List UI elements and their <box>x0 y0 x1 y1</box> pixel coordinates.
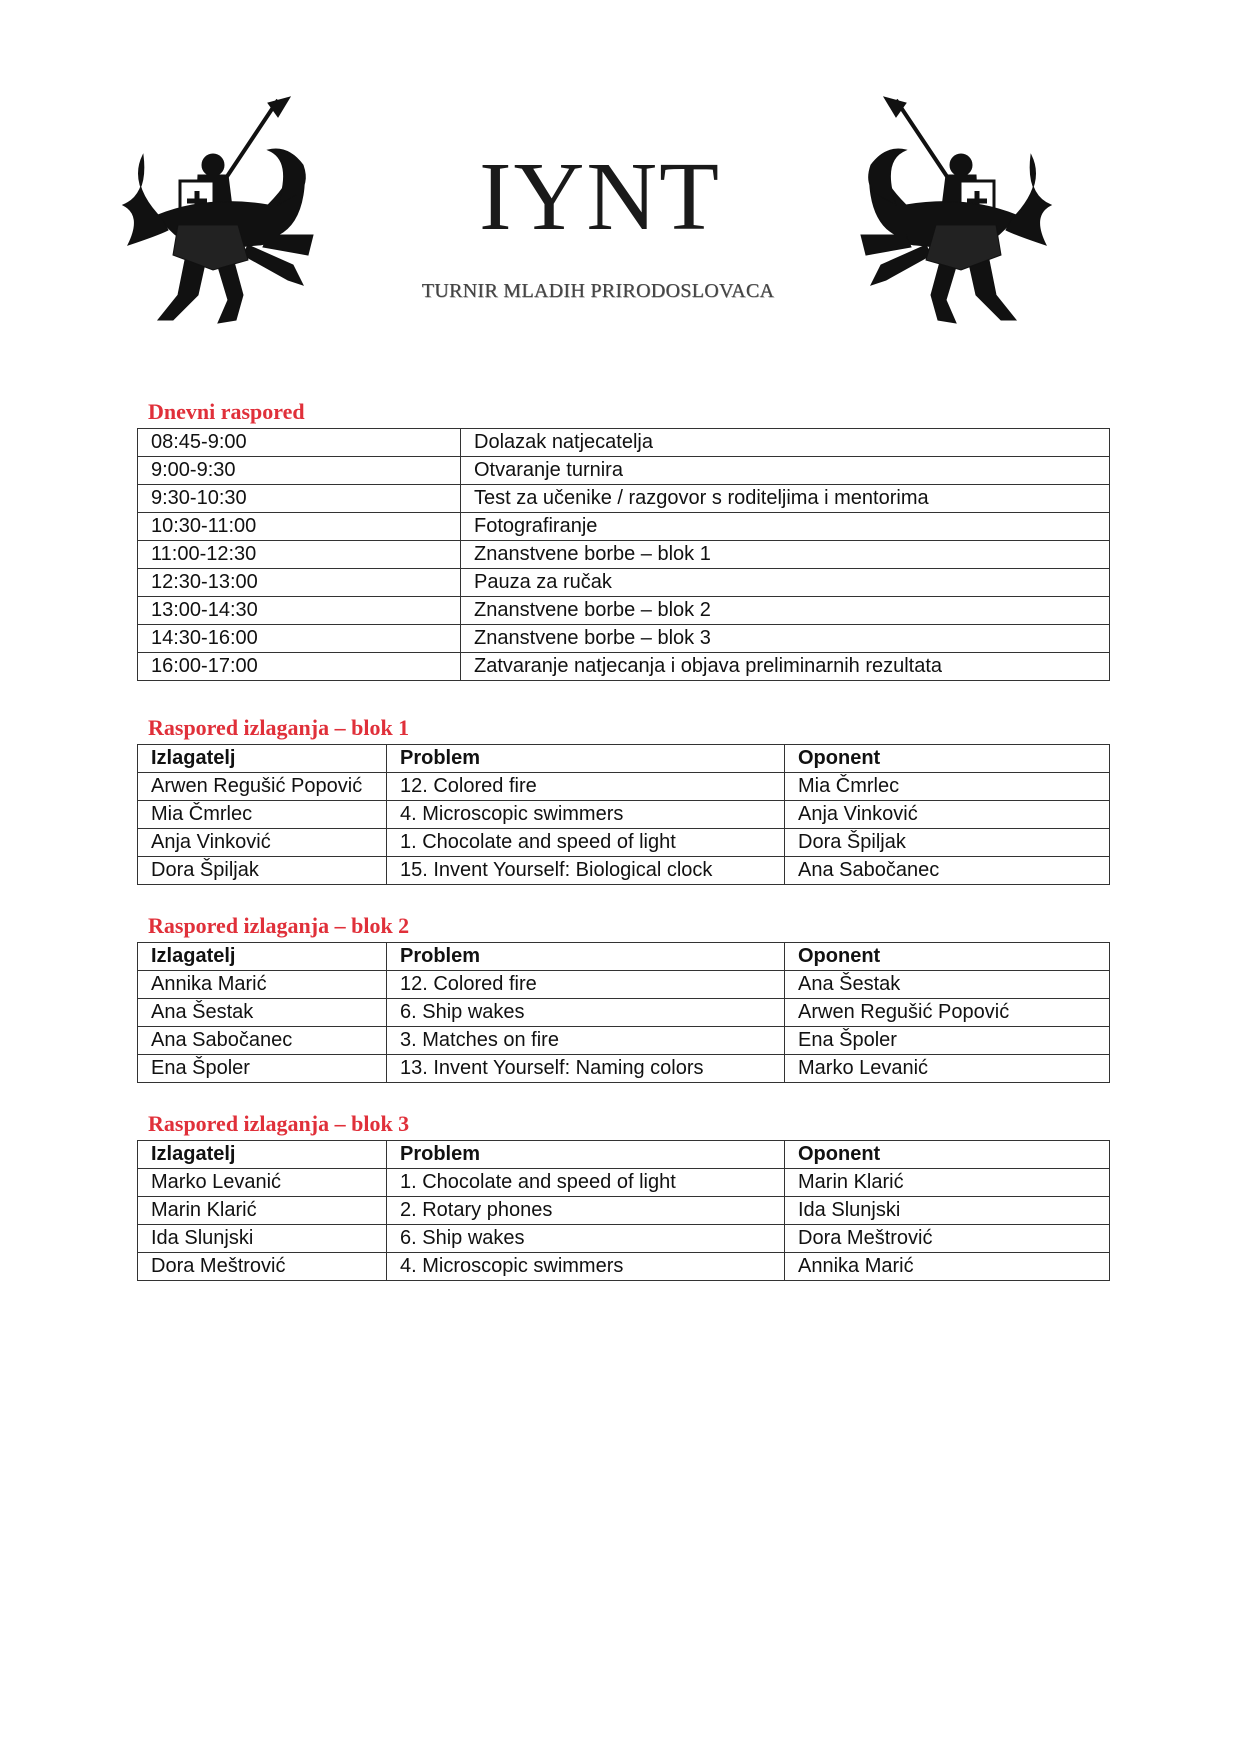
table-row <box>138 1225 1110 1253</box>
presenter-header: Izlagatelj <box>138 943 387 971</box>
time-cell: 11:00-12:30 <box>138 541 461 569</box>
opponent-cell: Anja Vinković <box>785 801 1110 829</box>
table-row <box>138 429 1110 457</box>
presenter-header: Izlagatelj <box>138 745 387 773</box>
opponent-header: Oponent <box>785 745 1110 773</box>
opponent-cell: Mia Čmrlec <box>785 773 1110 801</box>
table-header-row <box>138 1141 1110 1169</box>
opponent-cell: Dora Meštrović <box>785 1225 1110 1253</box>
presenter-cell: Ena Špoler <box>138 1055 387 1083</box>
activity-cell: Otvaranje turnira <box>461 457 1110 485</box>
problem-header: Problem <box>387 745 785 773</box>
presenter-cell: Arwen Regušić Popović <box>138 773 387 801</box>
problem-cell: 3. Matches on fire <box>387 1027 785 1055</box>
presenter-cell: Ana Sabočanec <box>138 1027 387 1055</box>
table-row <box>138 1169 1110 1197</box>
table-row <box>138 457 1110 485</box>
table-row <box>138 597 1110 625</box>
activity-cell: Znanstvene borbe – blok 3 <box>461 625 1110 653</box>
table-row <box>138 1197 1110 1225</box>
problem-cell: 1. Chocolate and speed of light <box>387 1169 785 1197</box>
table-row <box>138 773 1110 801</box>
block-3-title: Raspored izlaganja – blok 3 <box>148 1111 410 1136</box>
block-3-table <box>137 1140 1110 1281</box>
problem-cell: 2. Rotary phones <box>387 1197 785 1225</box>
presenter-cell: Marko Levanić <box>138 1169 387 1197</box>
table-row <box>138 541 1110 569</box>
block-1-table <box>137 744 1110 885</box>
table-row <box>138 1027 1110 1055</box>
table-row <box>138 653 1110 681</box>
opponent-cell: Ana Šestak <box>785 971 1110 999</box>
presenter-cell: Mia Čmrlec <box>138 801 387 829</box>
problem-cell: 15. Invent Yourself: Biological clock <box>387 857 785 885</box>
block-2-table <box>137 942 1110 1083</box>
time-cell: 9:30-10:30 <box>138 485 461 513</box>
table-row <box>138 829 1110 857</box>
problem-cell: 6. Ship wakes <box>387 999 785 1027</box>
opponent-cell: Marin Klarić <box>785 1169 1110 1197</box>
opponent-cell: Annika Marić <box>785 1253 1110 1281</box>
block-2-title: Raspored izlaganja – blok 2 <box>148 913 410 938</box>
problem-header: Problem <box>387 943 785 971</box>
table-row <box>138 1253 1110 1281</box>
problem-cell: 4. Microscopic swimmers <box>387 801 785 829</box>
time-cell: 12:30-13:00 <box>138 569 461 597</box>
problem-cell: 1. Chocolate and speed of light <box>387 829 785 857</box>
activity-cell: Znanstvene borbe – blok 1 <box>461 541 1110 569</box>
opponent-header: Oponent <box>785 943 1110 971</box>
logo-title: IYNT <box>478 143 722 251</box>
table-row <box>138 513 1110 541</box>
knight-on-horse-icon <box>118 95 318 325</box>
activity-cell: Znanstvene borbe – blok 2 <box>461 597 1110 625</box>
opponent-cell: Marko Levanić <box>785 1055 1110 1083</box>
table-header-row <box>138 745 1110 773</box>
time-cell: 13:00-14:30 <box>138 597 461 625</box>
table-row <box>138 625 1110 653</box>
presenter-cell: Dora Meštrović <box>138 1253 387 1281</box>
opponent-cell: Ana Sabočanec <box>785 857 1110 885</box>
table-row <box>138 999 1110 1027</box>
presenter-cell: Anja Vinković <box>138 829 387 857</box>
problem-cell: 6. Ship wakes <box>387 1225 785 1253</box>
problem-cell: 12. Colored fire <box>387 971 785 999</box>
activity-cell: Dolazak natjecatelja <box>461 429 1110 457</box>
presenter-cell: Ida Slunjski <box>138 1225 387 1253</box>
daily-schedule-title: Dnevni raspored <box>148 399 305 424</box>
opponent-cell: Ida Slunjski <box>785 1197 1110 1225</box>
table-row <box>138 971 1110 999</box>
problem-header: Problem <box>387 1141 785 1169</box>
table-row <box>138 801 1110 829</box>
time-cell: 16:00-17:00 <box>138 653 461 681</box>
presenter-header: Izlagatelj <box>138 1141 387 1169</box>
document-header <box>0 0 1242 340</box>
table-row <box>138 857 1110 885</box>
time-cell: 08:45-9:00 <box>138 429 461 457</box>
table-row <box>138 485 1110 513</box>
activity-cell: Test za učenike / razgovor s roditeljima i mentorima <box>461 485 1110 513</box>
table-header-row <box>138 943 1110 971</box>
block-1-title: Raspored izlaganja – blok 1 <box>148 715 410 740</box>
time-cell: 9:00-9:30 <box>138 457 461 485</box>
activity-cell: Zatvaranje natjecanja i objava preliminarnih rezultata <box>461 653 1110 681</box>
time-cell: 14:30-16:00 <box>138 625 461 653</box>
logo-subtitle: TURNIR MLADIH PRIRODOSLOVACA <box>421 280 775 302</box>
opponent-header: Oponent <box>785 1141 1110 1169</box>
table-row <box>138 1055 1110 1083</box>
presenter-cell: Marin Klarić <box>138 1197 387 1225</box>
problem-cell: 12. Colored fire <box>387 773 785 801</box>
activity-cell: Pauza za ručak <box>461 569 1110 597</box>
opponent-cell: Ena Špoler <box>785 1027 1110 1055</box>
daily-schedule-table <box>137 428 1110 681</box>
time-cell: 10:30-11:00 <box>138 513 461 541</box>
problem-cell: 4. Microscopic swimmers <box>387 1253 785 1281</box>
opponent-cell: Arwen Regušić Popović <box>785 999 1110 1027</box>
table-row <box>138 569 1110 597</box>
presenter-cell: Ana Šestak <box>138 999 387 1027</box>
opponent-cell: Dora Špiljak <box>785 829 1110 857</box>
problem-cell: 13. Invent Yourself: Naming colors <box>387 1055 785 1083</box>
activity-cell: Fotografiranje <box>461 513 1110 541</box>
knight-on-horse-icon <box>856 95 1056 325</box>
presenter-cell: Annika Marić <box>138 971 387 999</box>
presenter-cell: Dora Špiljak <box>138 857 387 885</box>
